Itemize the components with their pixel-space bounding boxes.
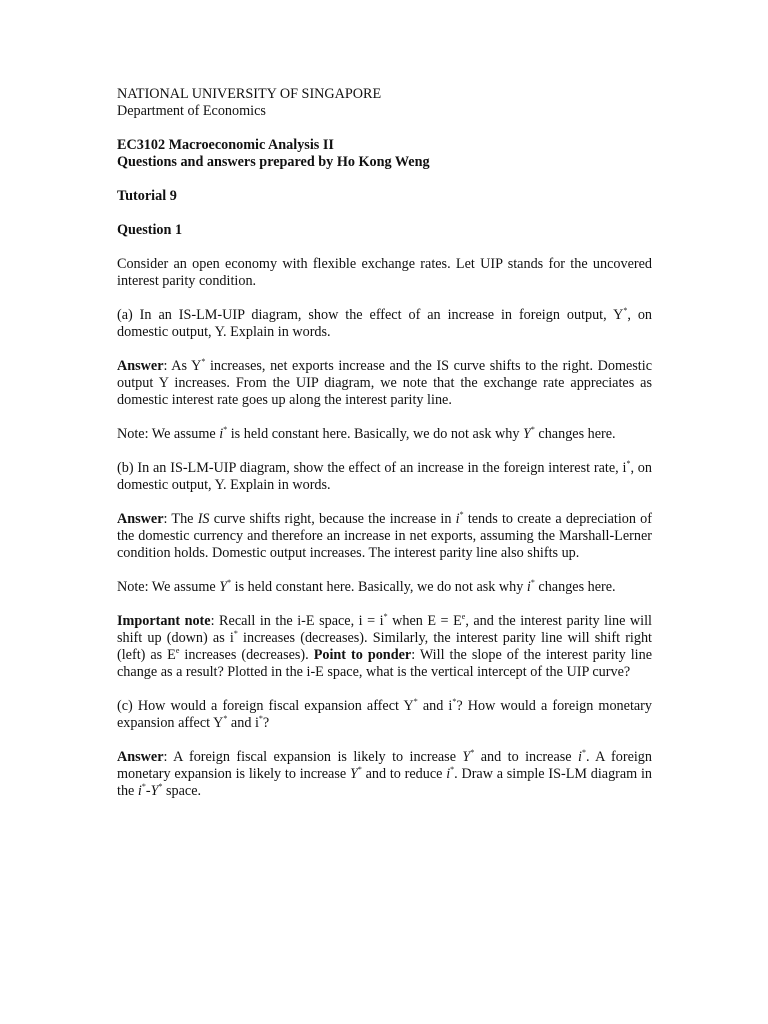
tutorial-heading: Tutorial 9 bbox=[117, 188, 177, 204]
answer-b: Answer: The IS curve shifts right, because the increase in i* tends to create a depreciation of the domestic currency and therefore an increase in net exports, assuming the Marshall-Lerner condition holds. Domestic output increases. The interest parity line also shifts up. bbox=[117, 510, 652, 561]
author-line: Questions and answers prepared by Ho Kong Weng bbox=[117, 154, 430, 170]
note-b: Note: We assume Y* is held constant here. Basically, we do not ask why i* changes here. bbox=[117, 578, 616, 595]
question-heading: Question 1 bbox=[117, 222, 183, 238]
department-name: Department of Economics bbox=[117, 103, 266, 119]
question-a: (a) In an IS-LM-UIP diagram, show the effect of an increase in foreign output, Y*, on domestic output, Y. Explain in words. bbox=[117, 306, 653, 340]
note-a: Note: We assume i* is held constant here. Basically, we do not ask why Y* changes here. bbox=[117, 425, 616, 442]
intro-paragraph: Consider an open economy with flexible exchange rates. Let UIP stands for the uncovered interest parity condition. bbox=[117, 256, 652, 289]
course-title: EC3102 Macroeconomic Analysis II bbox=[117, 137, 334, 153]
question-b: (b) In an IS-LM-UIP diagram, show the effect of an increase in the foreign interest rate, i*, on domestic output, Y. Explain in words. bbox=[117, 459, 652, 493]
answer-c: Answer: A foreign fiscal expansion is likely to increase Y* and to increase i*. A foreign monetary expansion is likely to increase Y* and to reduce i*. Draw a simple IS-LM diagram in the i*-Y* space. bbox=[117, 748, 653, 799]
answer-a: Answer: As Y* increases, net exports increase and the IS curve shifts to the right. Domestic output Y increases. From the UIP diagram, we note that the exchange rate appreciates as domestic interest rate goes up along the interest parity line. bbox=[117, 357, 652, 408]
university-name: NATIONAL UNIVERSITY OF SINGAPORE bbox=[117, 86, 382, 102]
important-note: Important note: Recall in the i-E space, i = i* when $E = E^e$, and the interest parity line will shift up (down) as i* increases (decreases). Similarly, the interest parity line will shift right (left) as $E^e$ increases (decreases). Point to ponder: Will the slope of the interest parity line change as a result? Plotted in the i-E space, what is the vertical intercept of the UIP curve? bbox=[117, 612, 653, 680]
question-c: (c) How would a foreign fiscal expansion affect Y* and i*? How would a foreign monetary expansion affect Y* and i*? bbox=[117, 697, 653, 731]
